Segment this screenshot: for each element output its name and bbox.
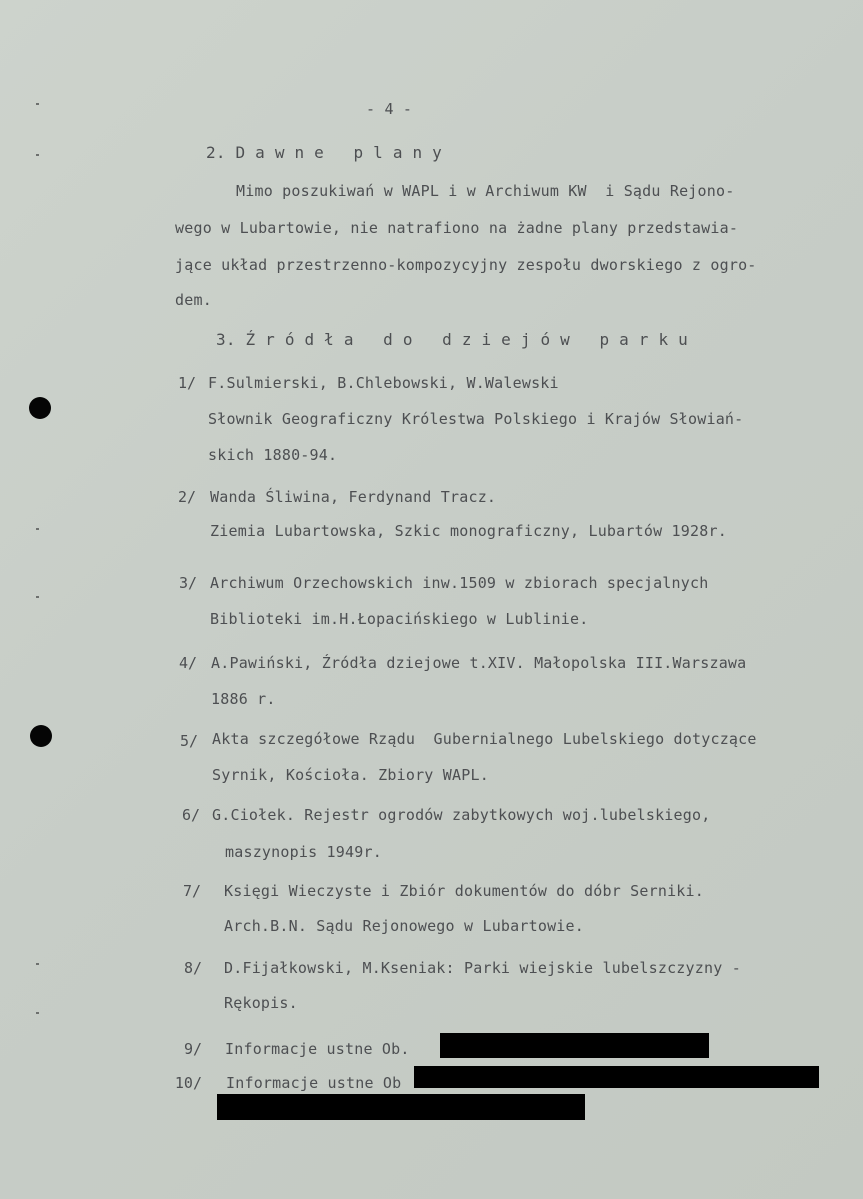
source-line: Księgi Wieczyste i Zbiór dokumentów do dóbr Serniki. (224, 882, 704, 900)
source-number: 8/ (183, 959, 202, 977)
section-2-heading: 2. D a w n e p l a n y (206, 143, 442, 162)
section-3-heading: 3. Ź r ó d ł a d o d z i e j ó w p a r k u (216, 330, 688, 349)
source-line: Wanda Śliwina, Ferdynand Tracz. (210, 488, 497, 506)
margin-tick (36, 963, 39, 965)
margin-tick (36, 528, 39, 530)
source-number: 10/ (174, 1074, 202, 1092)
source-number: 2/ (177, 488, 196, 506)
redaction-bar (217, 1094, 585, 1120)
section-2-line: wego w Lubartowie, nie natrafiono na żadne plany przedstawia- (175, 219, 739, 237)
source-line: Akta szczegółowe Rządu Gubernialnego Lubelskiego dotyczące (212, 730, 757, 748)
source-line: Informacje ustne Ob (226, 1074, 402, 1092)
page-number: - 4 - (366, 100, 413, 118)
source-number: 7/ (182, 882, 201, 900)
source-line: Syrnik, Kościoła. Zbiory WAPL. (212, 766, 489, 784)
redaction-bar (440, 1033, 709, 1058)
source-number: 9/ (183, 1040, 202, 1058)
margin-tick (36, 596, 39, 598)
source-line: Informacje ustne Ob. (225, 1040, 410, 1058)
source-line: Słownik Geograficzny Królestwa Polskiego i Krajów Słowiań- (208, 410, 744, 428)
section-2-line: Mimo poszukiwań w WAPL i w Archiwum KW i Sądu Rejono- (236, 182, 735, 200)
source-line: F.Sulmierski, B.Chlebowski, W.Walewski (208, 374, 559, 392)
punch-hole-top (29, 397, 51, 419)
source-number: 4/ (178, 654, 197, 672)
redaction-bar (414, 1066, 819, 1088)
source-line: Arch.B.N. Sądu Rejonowego w Lubartowie. (224, 917, 584, 935)
source-line: D.Fijałkowski, M.Kseniak: Parki wiejskie lubelszczyzny - (224, 959, 741, 977)
source-number: 5/ (179, 732, 198, 750)
source-number: 6/ (181, 806, 200, 824)
margin-tick (36, 103, 39, 105)
source-line: maszynopis 1949r. (225, 843, 382, 861)
source-line: 1886 r. (211, 690, 276, 708)
source-line: Ziemia Lubartowska, Szkic monograficzny, Lubartów 1928r. (210, 522, 727, 540)
section-2-line: dem. (175, 291, 212, 309)
source-line: Archiwum Orzechowskich inw.1509 w zbiorach specjalnych (210, 574, 709, 592)
source-number: 3/ (178, 574, 197, 592)
source-line: A.Pawiński, Źródła dziejowe t.XIV. Małopolska III.Warszawa (211, 654, 747, 672)
punch-hole-bottom (30, 725, 52, 747)
source-number: 1/ (177, 374, 196, 392)
source-line: skich 1880-94. (208, 446, 338, 464)
source-line: Rękopis. (224, 994, 298, 1012)
source-line: Biblioteki im.H.Łopacińskiego w Lublinie. (210, 610, 589, 628)
source-line: G.Ciołek. Rejestr ogrodów zabytkowych woj.lubelskiego, (212, 806, 711, 824)
margin-tick (36, 154, 39, 156)
margin-tick (36, 1012, 39, 1014)
section-2-line: jące układ przestrzenno-kompozycyjny zespołu dworskiego z ogro- (175, 256, 757, 274)
